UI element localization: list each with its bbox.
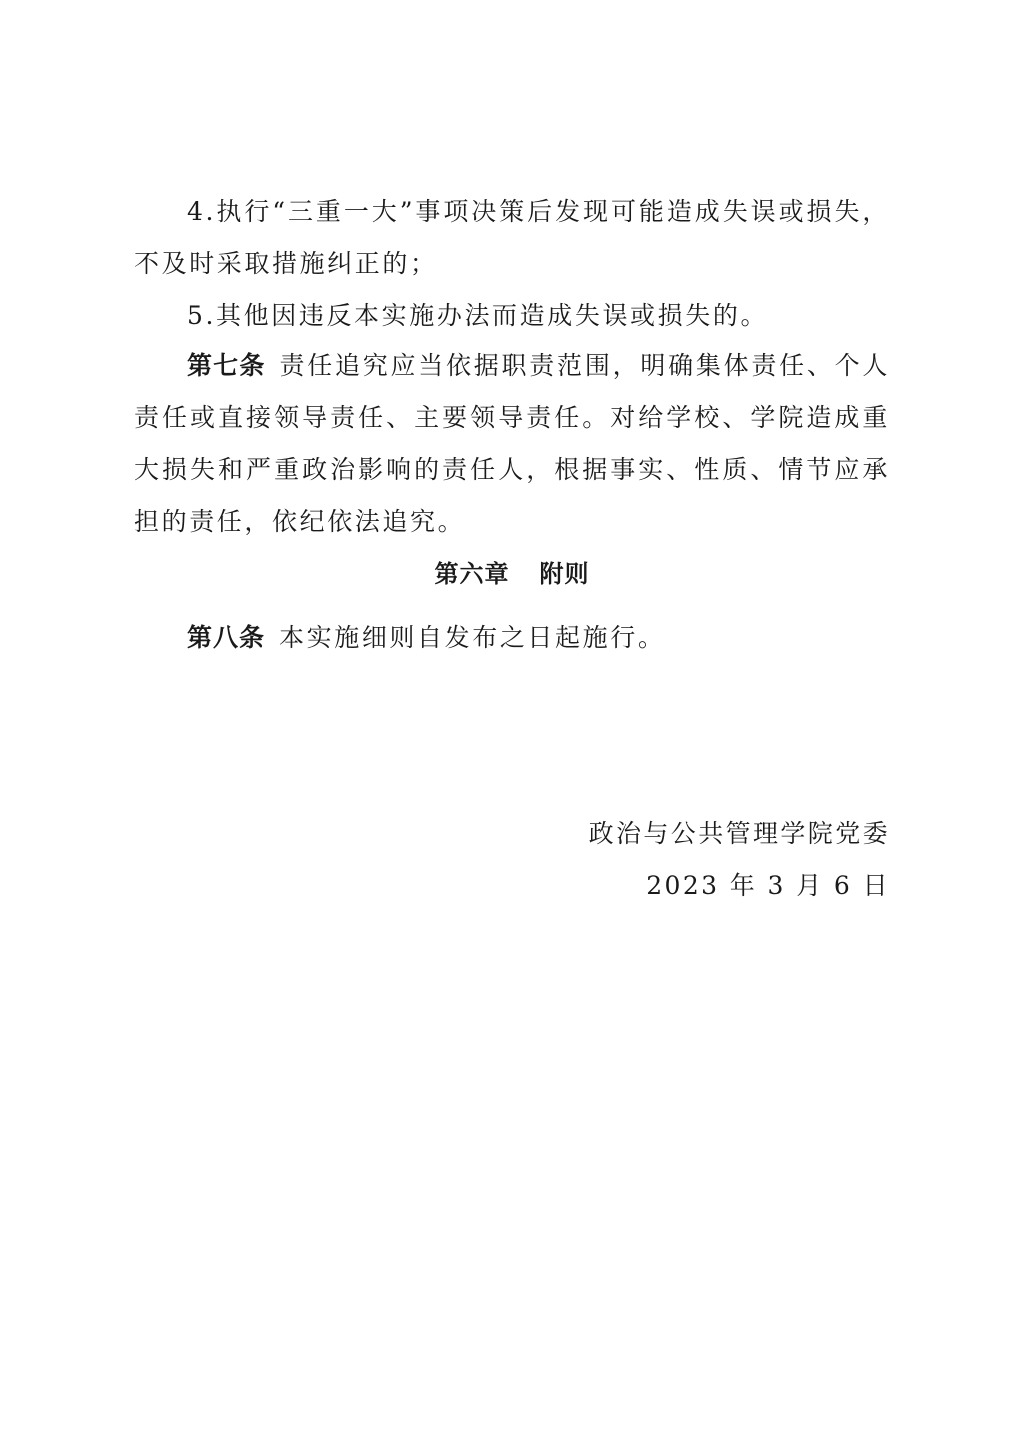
- chapter-title: 附则: [539, 560, 590, 588]
- item-4-block: [134, 186, 890, 290]
- signature-organization: 政治与公共管理学院党委: [588, 819, 890, 848]
- item-5-block: [134, 290, 890, 342]
- article-8-block: [134, 612, 890, 664]
- article-7-text: 责任追究应当依据职责范围，明确集体责任、个人责任或直接领导责任、主要领导责任。对给学校、学院造成重大损失和严重政治影响的责任人，根据事实、性质、情节应承担的责任，依纪依法追究。: [134, 351, 890, 536]
- article-8-label: 第八条: [187, 623, 266, 652]
- article-8-paragraph: [134, 612, 890, 664]
- item-4-text: 4.执行“三重一大”事项决策后发现可能造成失误或损失，不及时采取措施纠正的；: [134, 197, 890, 278]
- article-8-text: 本实施细则自发布之日起施行。: [279, 623, 666, 652]
- chapter-number: 第六章: [434, 560, 510, 588]
- article-7-block: [134, 340, 890, 548]
- chapter-heading: [134, 548, 890, 600]
- item-5-text: 5.其他因违反本实施办法而造成失误或损失的。: [187, 301, 769, 330]
- article-7-paragraph: [134, 340, 890, 548]
- signature-date: 2023 年 3 月 6 日: [646, 871, 890, 900]
- article-7-label: 第七条: [187, 351, 266, 380]
